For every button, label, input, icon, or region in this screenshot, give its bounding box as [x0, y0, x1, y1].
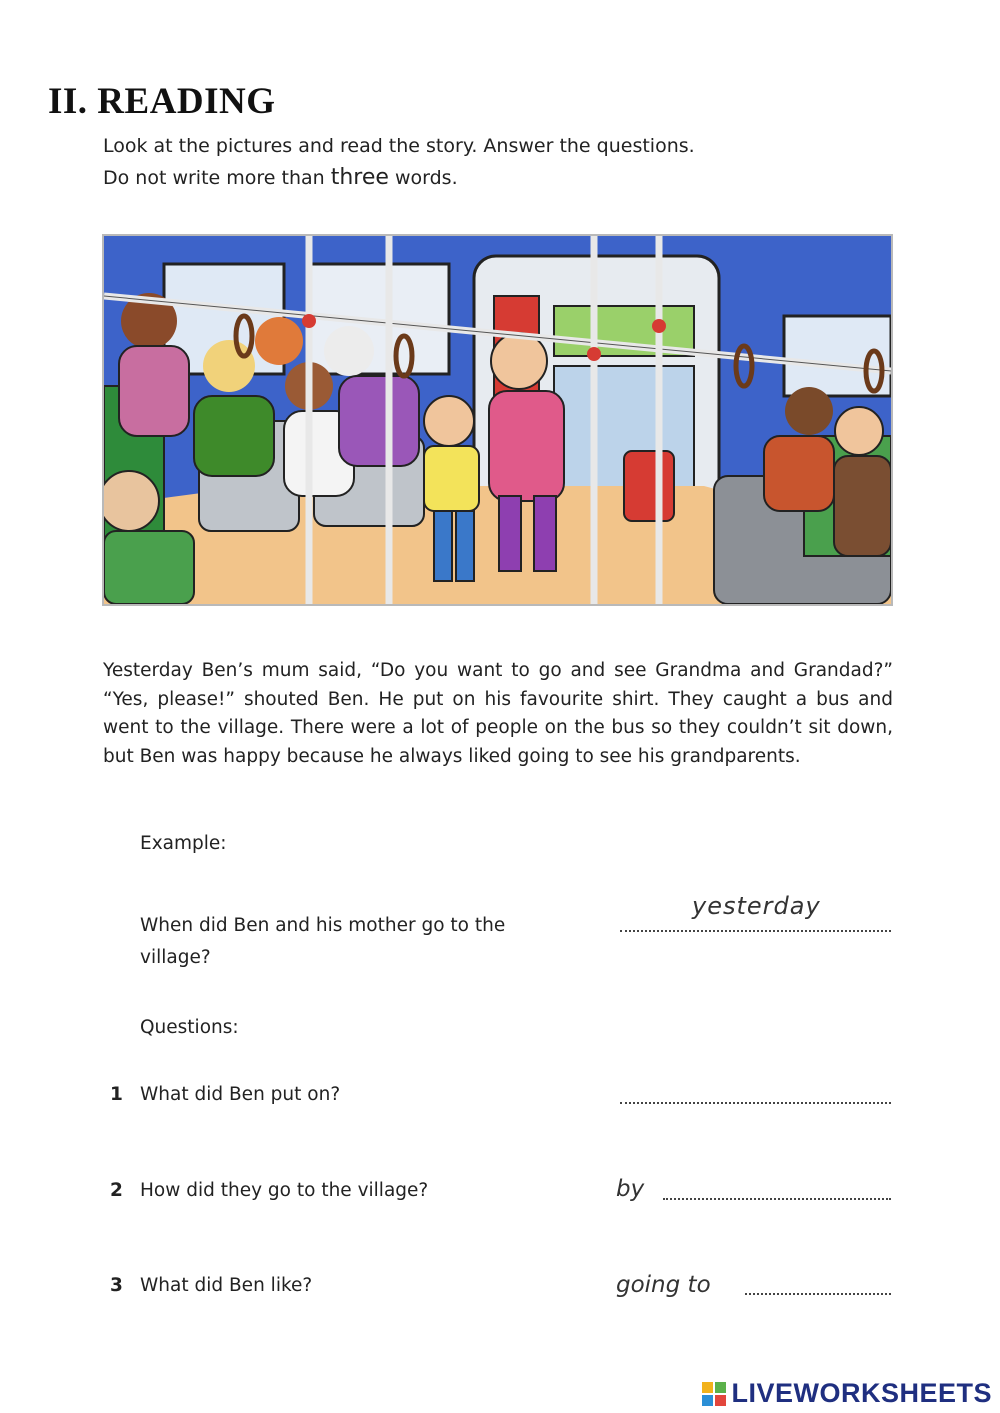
bus-illustration	[102, 234, 893, 606]
question-1-answer-line[interactable]	[620, 1102, 891, 1104]
example-question: When did Ben and his mother go to the village?	[140, 915, 506, 968]
section-title: II. READING	[48, 81, 276, 122]
question-1-text: What did Ben put on?	[140, 1084, 341, 1105]
example-label: Example:	[140, 833, 227, 854]
question-2-number: 2	[110, 1180, 123, 1201]
instructions-line-2-end: words.	[388, 167, 458, 189]
question-3-answer-line[interactable]	[745, 1293, 891, 1295]
example-answer: yesterday	[692, 892, 821, 920]
example-answer-line	[620, 930, 891, 932]
question-1-number: 1	[110, 1084, 123, 1105]
instructions-line-1: Look at the pictures and read the story. Answer the questions.	[103, 135, 695, 157]
liveworksheets-icon	[701, 1381, 727, 1407]
liveworksheets-name: LIVEWORKSHEETS	[731, 1378, 992, 1408]
question-2-text: How did they go to the village?	[140, 1180, 429, 1201]
bus-scene-drawing	[104, 236, 891, 604]
question-2-answer-line[interactable]	[663, 1198, 891, 1200]
story-text: Yesterday Ben’s mum said, “Do you want to go and see Grandma and Grandad?” “Yes, please!” shouted Ben. He put on his favourite shirt. They caught a bus and went to the village. There were a lot of people on the bus so they couldn’t sit down, but Ben was happy because he always liked going to see his grandparents.	[103, 660, 893, 767]
instructions-emphasis: three	[330, 165, 389, 190]
question-3-number: 3	[110, 1275, 123, 1296]
instructions-line-2	[103, 165, 458, 190]
liveworksheets-logo	[701, 1378, 992, 1409]
questions-label: Questions:	[140, 1017, 239, 1038]
question-3-text: What did Ben like?	[140, 1275, 313, 1296]
question-3-prefix: going to	[616, 1272, 711, 1298]
question-2-prefix: by	[616, 1176, 645, 1202]
instructions-line-2-start: Do not write more than	[103, 167, 331, 189]
